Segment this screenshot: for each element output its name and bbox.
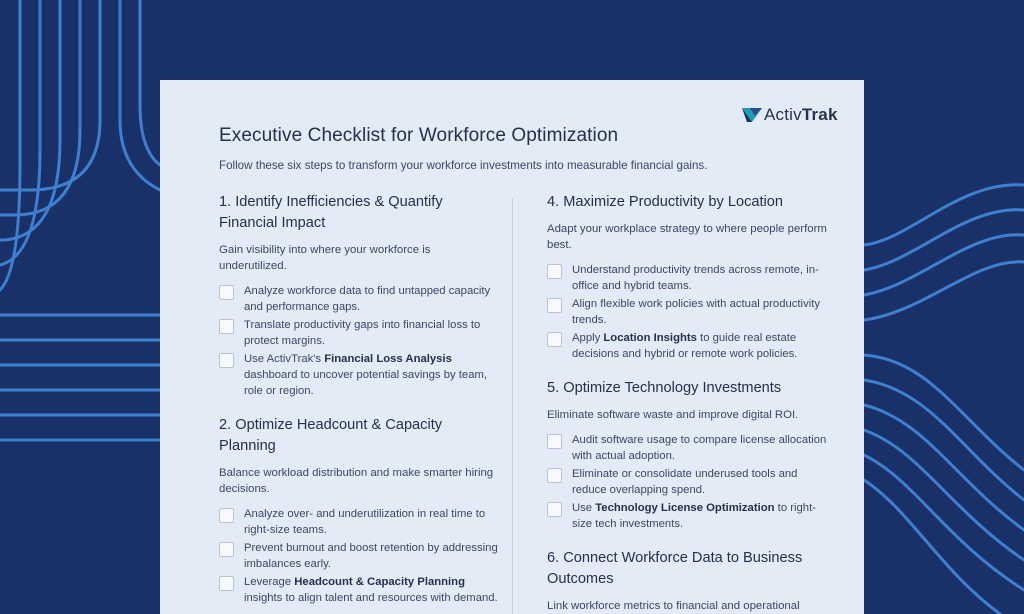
right-column — [547, 192, 827, 614]
item-text: Align flexible work policies with actual productivity trends. — [572, 298, 821, 326]
left-column — [219, 192, 499, 614]
checklist-item — [219, 351, 499, 399]
checkbox[interactable] — [219, 285, 234, 300]
checkbox[interactable] — [547, 468, 562, 483]
checklist-item — [547, 262, 827, 294]
logo-wordmark: ActivTrak — [764, 105, 838, 124]
checklist-item — [219, 283, 499, 315]
checkbox[interactable] — [219, 508, 234, 523]
activtrak-logo — [741, 105, 838, 125]
checklist-item — [547, 296, 827, 328]
item-text: Leverage Headcount & Capacity Planning insights to align talent and resources with demand. — [244, 576, 498, 604]
item-text: Audit software usage to compare license allocation with actual adoption. — [572, 434, 827, 462]
item-text: Prevent burnout and boost retention by addressing imbalances early. — [244, 542, 498, 570]
section-title: 6. Connect Workforce Data to Business Outcomes — [547, 550, 803, 587]
section-5 — [547, 378, 827, 532]
page-subtitle: Follow these six steps to transform your workforce investments into measurable financial gains. — [219, 159, 708, 172]
checkbox[interactable] — [547, 264, 562, 279]
checklist-item — [219, 574, 499, 606]
activtrak-logo-mark-icon — [741, 106, 763, 124]
checklist-item — [219, 540, 499, 572]
checklist-item — [547, 330, 827, 362]
item-text: Analyze over- and underutilization in real time to right-size teams. — [244, 508, 486, 536]
item-text: Apply Location Insights to guide real estate decisions and hybrid or remote work policies. — [572, 332, 798, 360]
section-description: Adapt your workplace strategy to where people perform best. — [547, 223, 827, 251]
checkbox[interactable] — [547, 332, 562, 347]
checkbox[interactable] — [547, 298, 562, 313]
item-text: Understand productivity trends across remote, in-office and hybrid teams. — [572, 264, 819, 292]
checklist-item — [547, 432, 827, 464]
checkbox[interactable] — [219, 353, 234, 368]
section-description: Link workforce metrics to financial and operational — [547, 600, 800, 612]
item-text: Eliminate or consolidate underused tools and reduce overlapping spend. — [572, 468, 798, 496]
checklist-item — [219, 506, 499, 538]
column-divider — [512, 198, 513, 614]
section-title: 5. Optimize Technology Investments — [547, 380, 782, 396]
section-title: 4. Maximize Productivity by Location — [547, 194, 784, 210]
section-description: Balance workload distribution and make smarter hiring decisions. — [219, 467, 494, 495]
checkbox[interactable] — [219, 576, 234, 591]
section-description: Eliminate software waste and improve digital ROI. — [547, 409, 799, 421]
item-text: Use ActivTrak's Financial Loss Analysis dashboard to uncover potential savings by team, role or region. — [244, 353, 488, 397]
item-text: Use Technology License Optimization to right-size tech investments. — [572, 502, 816, 530]
section-1 — [219, 192, 499, 399]
checkbox[interactable] — [219, 542, 234, 557]
checklist-item — [219, 317, 499, 349]
checkbox[interactable] — [547, 502, 562, 517]
section-6 — [547, 548, 827, 614]
section-4 — [547, 192, 827, 362]
section-description: Gain visibility into where your workforce is underutilized. — [219, 244, 431, 272]
checklist-item — [547, 500, 827, 532]
page-title: Executive Checklist for Workforce Optimization — [219, 125, 619, 146]
section-title: 2. Optimize Headcount & Capacity Planning — [219, 417, 443, 454]
section-title: 1. Identify Inefficiencies & Quantify Financial Impact — [219, 194, 443, 231]
item-text: Analyze workforce data to find untapped capacity and performance gaps. — [244, 285, 491, 313]
checklist-item — [547, 466, 827, 498]
checklist-card — [160, 80, 864, 614]
item-text: Translate productivity gaps into financial loss to protect margins. — [244, 319, 481, 347]
checkbox[interactable] — [219, 319, 234, 334]
checkbox[interactable] — [547, 434, 562, 449]
section-2 — [219, 415, 499, 606]
